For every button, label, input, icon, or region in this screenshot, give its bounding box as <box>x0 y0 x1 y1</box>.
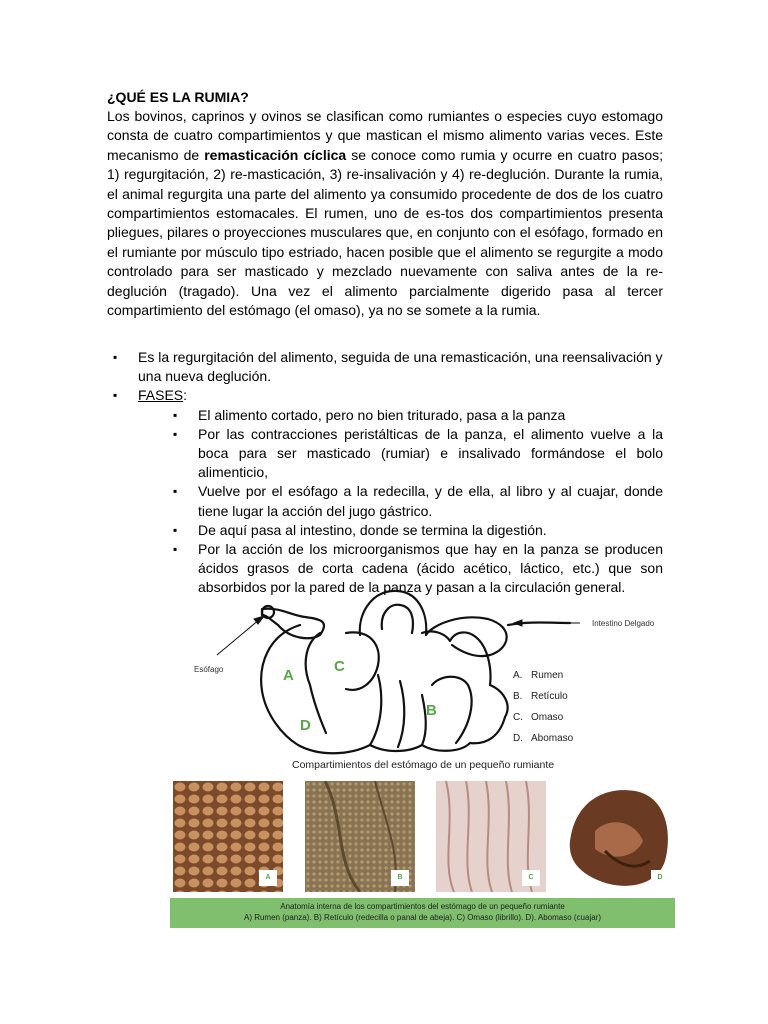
fase-item: ▪ Vuelve por el esófago a la redecilla, y de ella, al libro y al cuajar, donde tiene lugar la acción del jugo gástrico. <box>138 482 663 520</box>
fase-item: ▪ De aquí pasa al intestino, donde se termina la digestión. <box>138 521 663 540</box>
photo-omaso <box>436 781 546 892</box>
caption-line-1: Anatomía interna de los compartimientos del estómago de un pequeño rumiante <box>280 902 565 911</box>
diagram-caption: Compartimientos del estómago de un pequeño rumiante <box>292 759 555 771</box>
fase-item: ▪ Por las contracciones peristálticas de la panza, el alimento vuelve a la boca para ser masticado (rumiar) e insalivado formándose el bolo alimenticio, <box>138 425 663 483</box>
photo-tag: B <box>391 870 409 886</box>
fases-label: FASES <box>138 387 184 404</box>
label-esofago: Esófago <box>194 665 224 674</box>
photo-strip <box>170 781 678 893</box>
fases-list <box>138 406 663 598</box>
legend-item: B. Retículo <box>513 691 568 702</box>
photo-abomaso <box>565 781 675 892</box>
photo-tag: A <box>259 870 277 886</box>
diagram-legend <box>513 665 573 749</box>
document-body <box>107 88 663 596</box>
region-letter-c: C <box>334 658 345 675</box>
stomach-diagram <box>170 585 678 765</box>
legend-item: D. Abomaso <box>513 733 574 744</box>
intro-text-2: se conoce como rumia y ocurre en cuatro pasos; 1) regurgitación, 2) re-masticación, 3) re-insalivación y 4) re-deglución. Durante la rumia, el animal regurgita una parte del alimento ya consumido procedente de dos de los cuatro compartimientos estomacales. El rumen, uno de es-tos dos compartimientos presenta pliegues, pilares o proyecciones musculares que, en conjunto con el esófago, formado en el rumiante por músculo tipo estriado, hacen posible que el alimento se regurgite a modo controlado para ser masticado y mezclado nuevamente con saliva antes de la re-deglución (tragado). Una vez el alimento parcialmente digerido pasa al tercer compartimiento del estómago (el omaso), ya no se somete a la rumia. <box>107 146 663 319</box>
section-heading: ¿QUÉ ES LA RUMIA? <box>107 89 249 105</box>
photo-tag: C <box>522 870 540 886</box>
intro-paragraph <box>107 107 663 320</box>
figure-caption <box>170 898 675 928</box>
region-letter-a: A <box>283 667 294 684</box>
bullet-fases <box>107 386 663 597</box>
caption-line-2: A) Rumen (panza). B) Retículo (redecilla o panal de abeja). C) Omaso (librillo). D). Abomaso (cuajar) <box>243 912 602 922</box>
intro-text-1: Los bovinos, caprinos y ovinos se clasifican como rumiantes o especies cuyo estomago consta de cuatro compartimientos y que mastican el mismo alimento varias veces. Este mecanismo de <box>107 108 663 163</box>
bullet-list <box>107 348 663 598</box>
region-letter-b: B <box>426 702 437 719</box>
fases-colon: : <box>183 387 188 404</box>
stomach-figure <box>170 585 678 930</box>
legend-item: A. Rumen <box>513 670 564 681</box>
esophagus-shape <box>262 609 324 639</box>
region-letter-d: D <box>300 717 311 734</box>
photo-reticulo <box>305 781 415 892</box>
fase-item: ▪ Por la acción de los microorganismos que hay en la panza se producen ácidos grasos de corta cadena (ácido acético, láctico, etc.) que son absorbidos por la pared de la panza y pasan a la circulación general. <box>138 540 663 598</box>
label-intestino-delgado: Intestino Delgado <box>592 619 655 628</box>
fase-item: ▪ El alimento cortado, pero no bien triturado, pasa a la panza <box>138 406 663 425</box>
legend-item: C. Omaso <box>513 712 564 723</box>
photo-tag: D <box>651 870 669 886</box>
photo-rumen <box>173 781 283 892</box>
bullet-definition: ▪ Es la regurgitación del alimento, seguida de una remasticación, una reensalivación y una nueva deglución. <box>107 348 663 386</box>
intro-bold-term: remasticación cíclica <box>204 146 347 163</box>
